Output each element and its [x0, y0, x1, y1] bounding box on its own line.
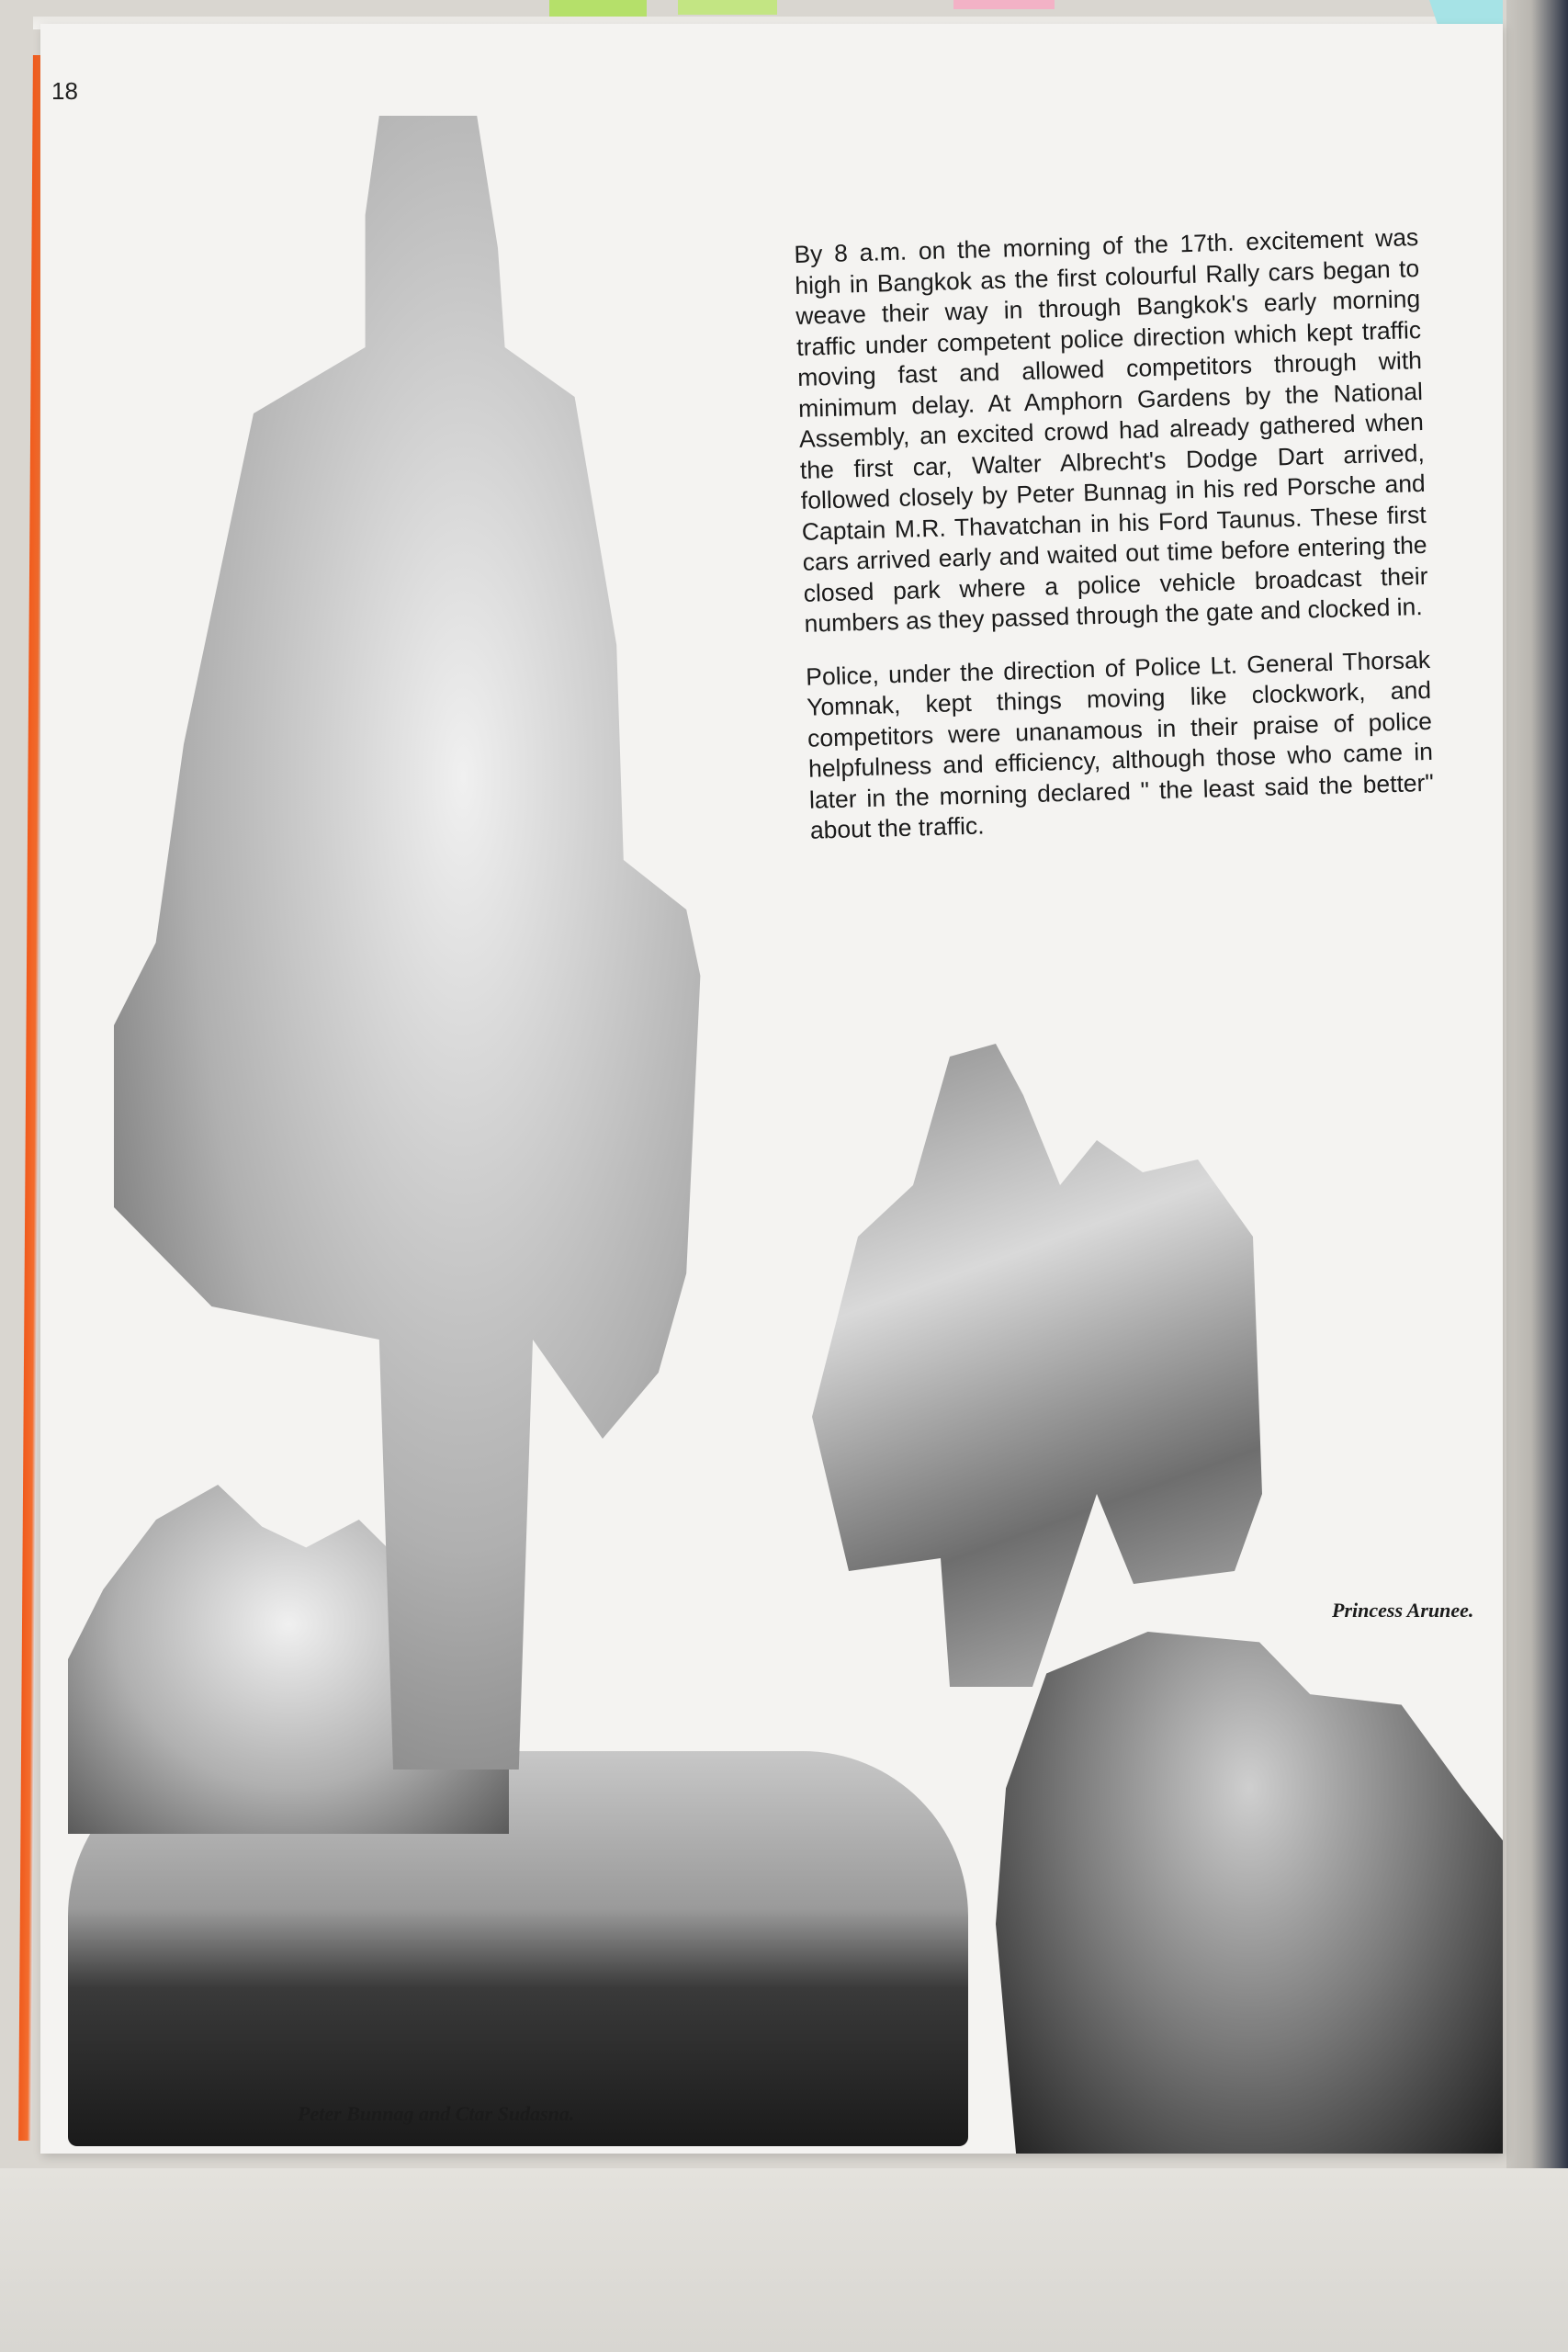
- article-paragraph: Police, under the direction of Police Lt. General Thorsak Yomnak, kept things moving like clockwork, and competitors were unanamous in their praise of police helpfulness and efficiency, although those who came in later in the morning declared " the least said the better" about the traffic.: [805, 645, 1435, 844]
- sticky-tab-green-2: [678, 0, 777, 15]
- page-number: 18: [51, 77, 78, 105]
- caption-princess: Princess Arunee.: [1332, 1599, 1474, 1622]
- sticky-tab-pink: [953, 0, 1055, 9]
- photo-group-walking: [812, 1044, 1271, 1687]
- article-body: [794, 222, 1436, 868]
- caption-peter: Peter Bunnag and Ctar Sudasna.: [298, 2102, 575, 2125]
- desk-background: [1506, 0, 1568, 2352]
- sticky-tab-green: [549, 0, 647, 17]
- photo-family-group: [996, 1632, 1503, 2154]
- magazine-page: [40, 24, 1503, 2154]
- article-paragraph: By 8 a.m. on the morning of the 17th. excitement was high in Bangkok as the first colourful Rally cars began to weave their way in through Bangkok's early morning traffic under competent police direction which kept traffic moving fast and allowed competitors through with minimum delay. At Amphorn Gardens by the National Assembly, an excited crowd had already gathered when the first car, Walter Albrecht's Dodge Dart arrived, followed closely by Peter Bunnag in his red Porsche and Captain M.R. Thavatchan in his Ford Taunus. These first cars arrived early and waited out time before entering the closed park where a police vehicle broadcast their numbers as they passed through the gate and clocked in.: [794, 223, 1428, 638]
- desk-surface: [0, 2168, 1568, 2352]
